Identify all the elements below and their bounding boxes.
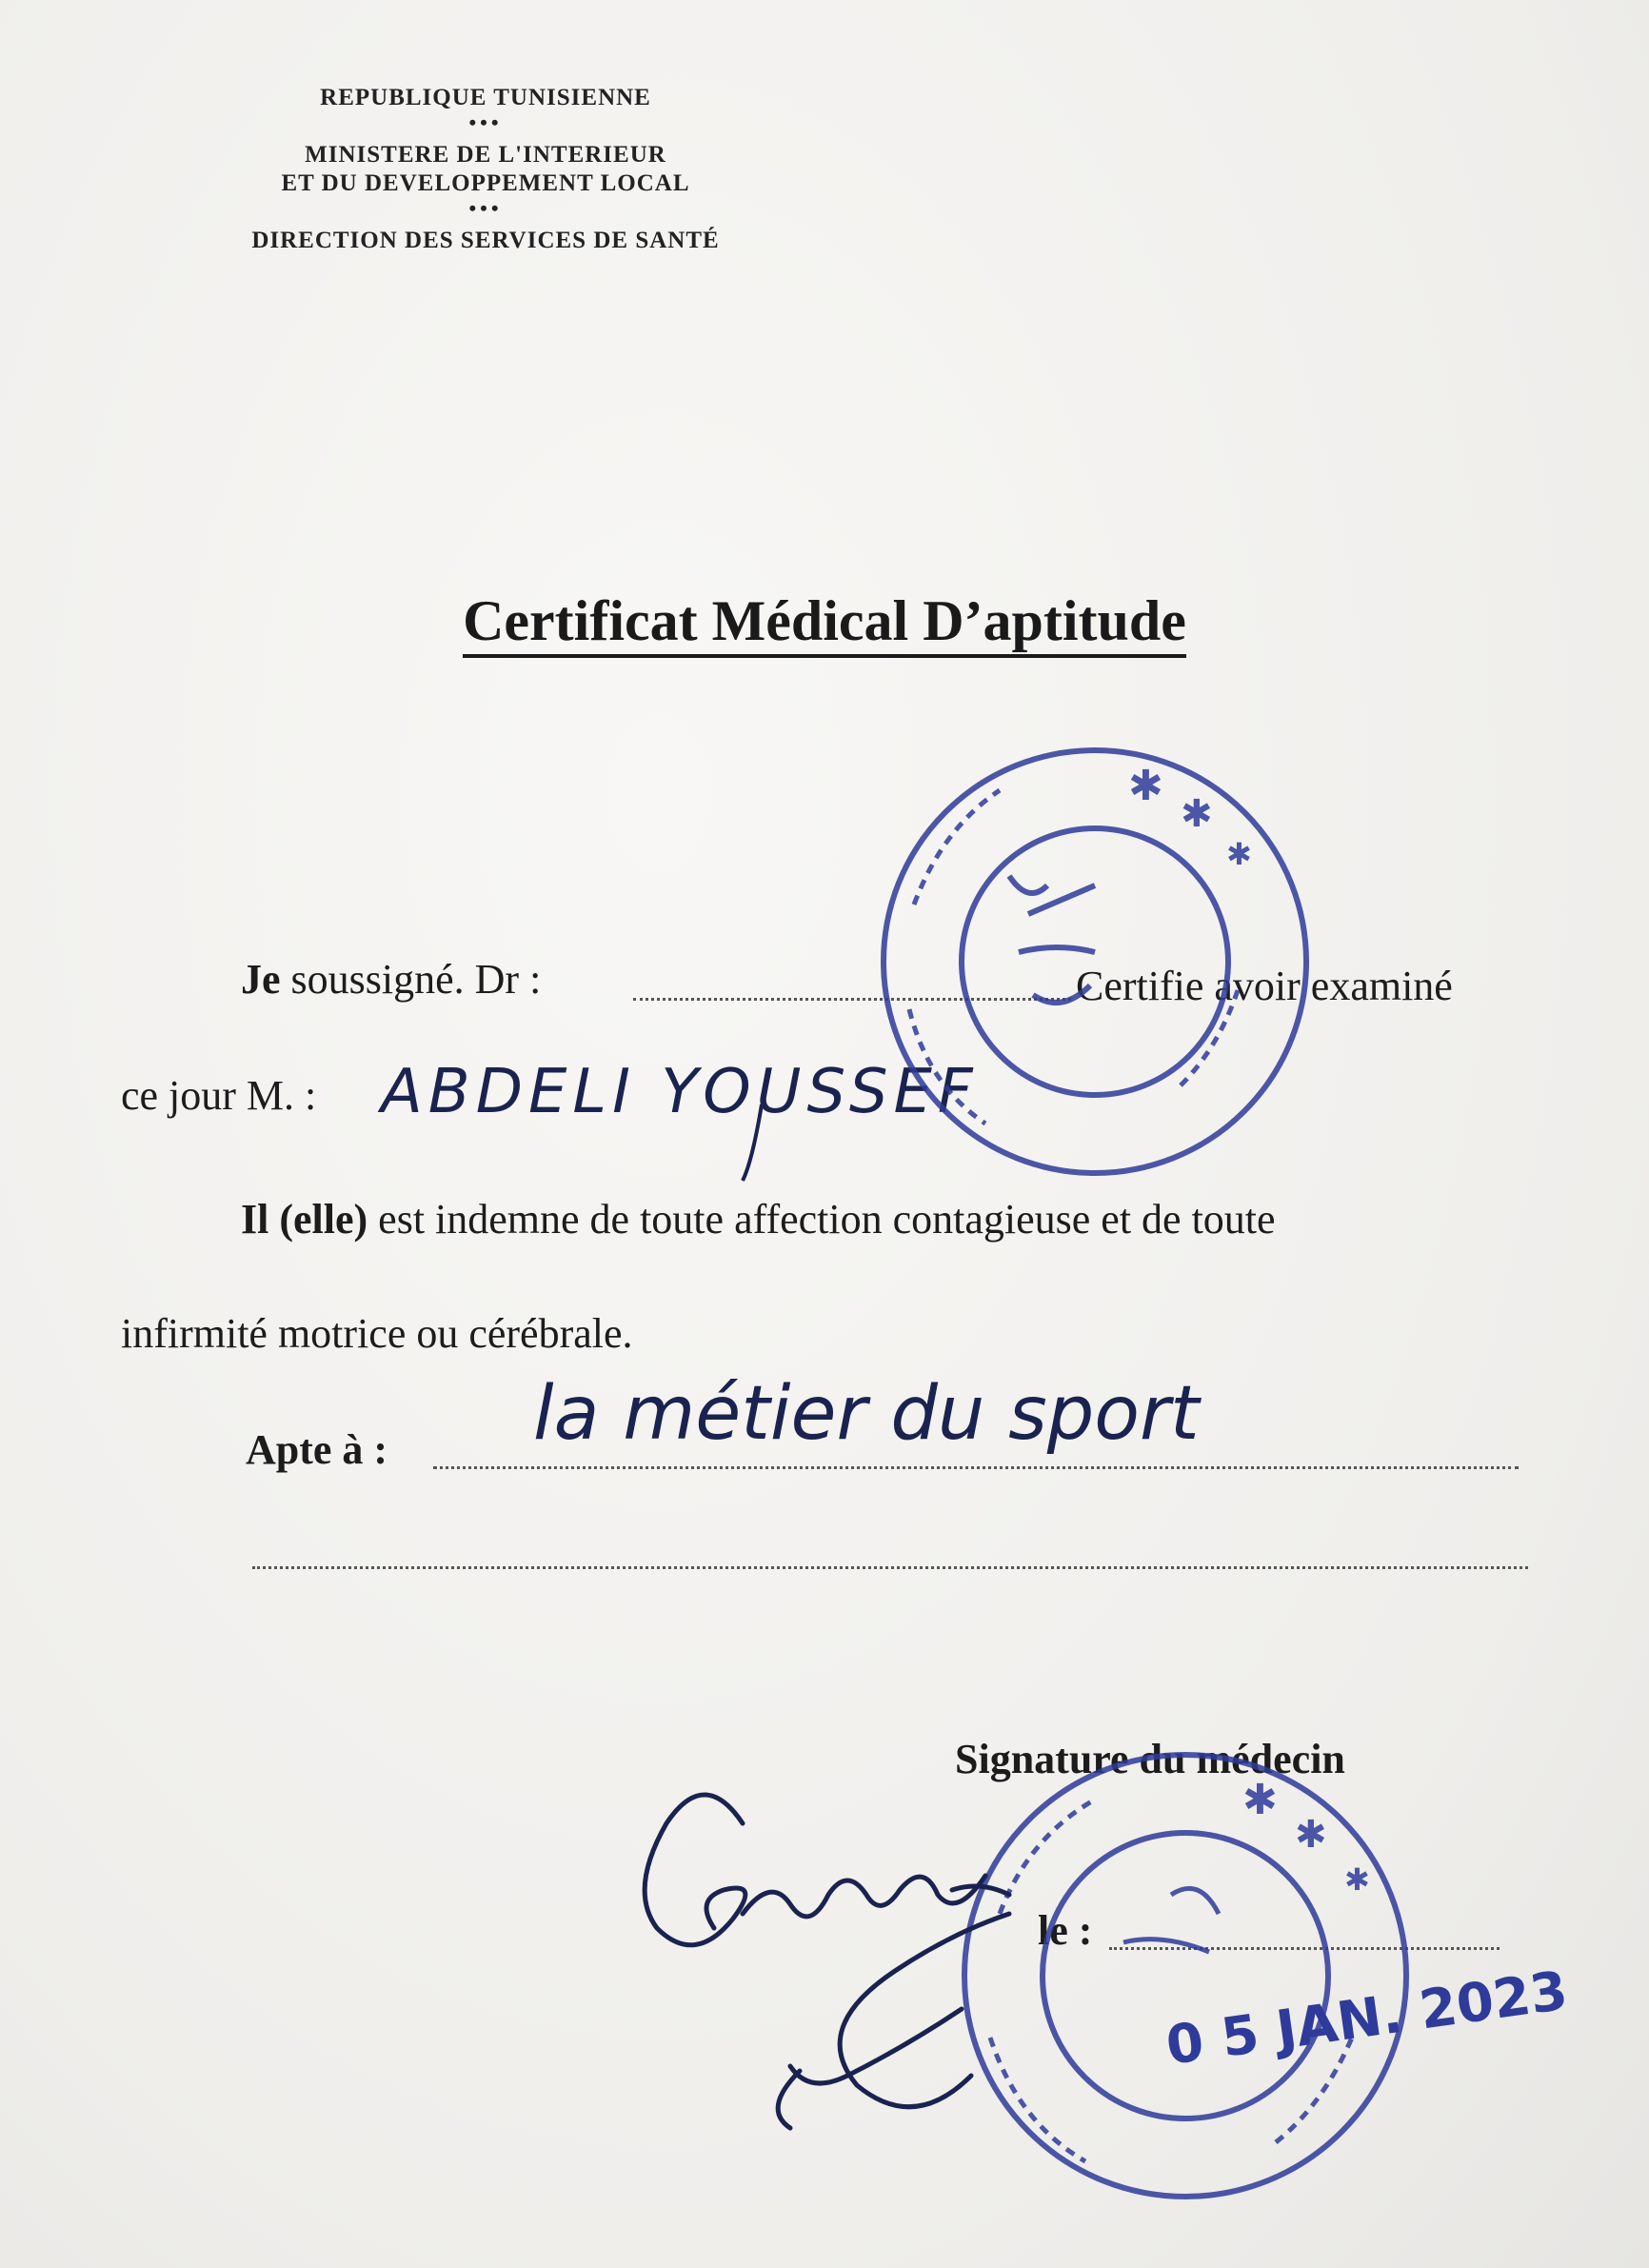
letterhead-ministry-2: ET DU DEVELOPPEMENT LOCAL bbox=[281, 170, 690, 196]
stamp-date: 0 5 JAN. 2023 bbox=[1162, 1960, 1572, 2078]
svg-text:✱: ✱ bbox=[1295, 1813, 1327, 1857]
svg-text:✱: ✱ bbox=[1226, 836, 1252, 872]
certifie-label: Certifie avoir examiné bbox=[1076, 963, 1453, 1009]
doctor-signature bbox=[645, 1795, 1009, 2128]
svg-text:✱: ✱ bbox=[1242, 1776, 1278, 1824]
official-stamp-bottom bbox=[964, 1755, 1406, 2197]
soussigne-label: soussigné. Dr : bbox=[280, 956, 542, 1003]
letterhead-country: REPUBLIQUE TUNISIENNE bbox=[320, 85, 651, 110]
svg-text:✱: ✱ bbox=[1344, 1861, 1370, 1898]
letterhead-ministry: MINISTERE DE L'INTERIEUR bbox=[305, 142, 666, 168]
handwriting-stroke bbox=[743, 1104, 762, 1181]
official-stamp-top bbox=[884, 750, 1306, 1173]
patient-name-handwritten: ABDELI YOUSSEF bbox=[381, 1057, 979, 1127]
letterhead-separator-2: ••• bbox=[468, 196, 503, 220]
signature-label: Signature du médecin bbox=[955, 1736, 1345, 1782]
je-label: Je bbox=[241, 956, 281, 1003]
apte-value-handwritten: la métier du sport bbox=[533, 1371, 1200, 1457]
svg-text:✱: ✱ bbox=[1128, 762, 1163, 810]
svg-text:✱: ✱ bbox=[1181, 792, 1213, 836]
ce-jour-label: ce jour M. : bbox=[121, 1072, 317, 1119]
infirmite-label: infirmité motrice ou cérébrale. bbox=[121, 1310, 633, 1357]
apte-label: Apte à : bbox=[246, 1426, 388, 1473]
il-elle-label: Il (elle) bbox=[241, 1196, 368, 1243]
letterhead-direction: DIRECTION DES SERVICES DE SANTÉ bbox=[251, 228, 720, 253]
indemne-label: est indemne de toute affection contagieuse et de toute bbox=[368, 1196, 1276, 1243]
letterhead-separator: ••• bbox=[468, 110, 503, 134]
le-label: le : bbox=[1038, 1907, 1093, 1954]
document-title: Certificat Médical D’aptitude bbox=[463, 589, 1186, 658]
